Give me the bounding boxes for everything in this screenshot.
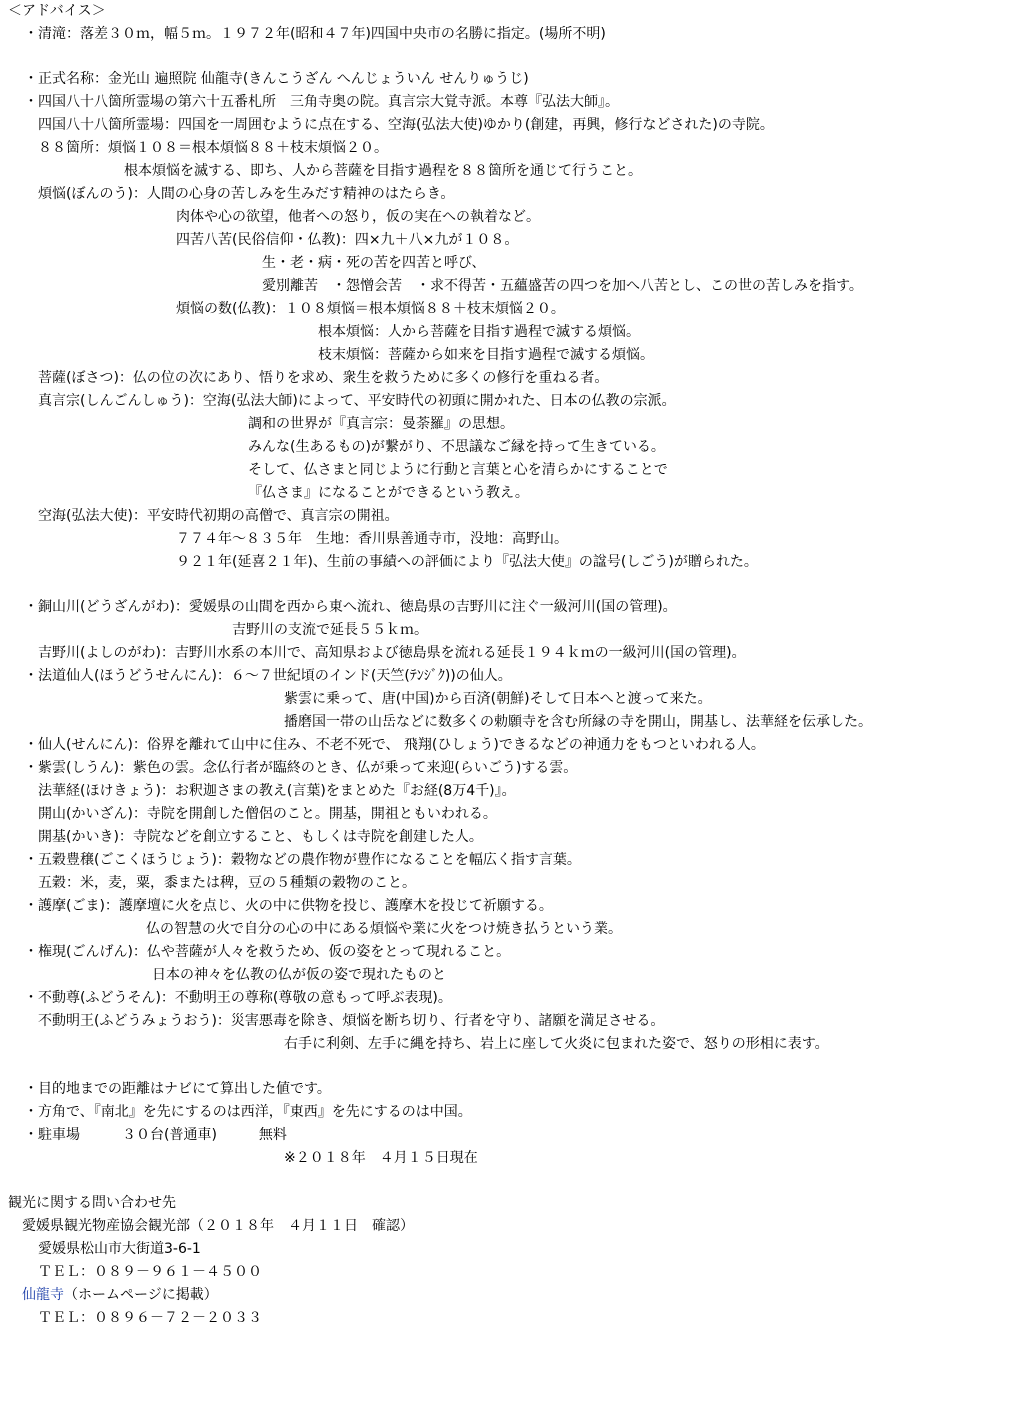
shiku-hakku: 四苦八苦(民俗信仰・仏教)：四×九＋八×九が１０８。 bbox=[176, 232, 519, 248]
reijo-definition: 四国八十八箇所霊場：四国を一周囲むように点在する、空海(弘法大使)ゆかり(創建，再興，修行などされた)の寺院。 bbox=[38, 117, 774, 133]
temple-homepage-note: （ホームページに掲載） bbox=[64, 1287, 218, 1303]
bosatsu-definition: 菩薩(ぼさつ)：仏の位の次にあり、悟りを求め、衆生を救うために多くの修行を重ねる者。 bbox=[38, 370, 609, 386]
shingon-definition: 真言宗(しんごんしゅう)：空海(弘法大師)によって、平安時代の初頭に開かれた、日本の仏教の宗派。 bbox=[38, 393, 676, 409]
shingon-line-4: そして、仏さまと同じように行動と言葉と心を清らかにすることで bbox=[248, 462, 668, 478]
kukai-title: ９２１年(延喜２１年)、生前の事績への評価により『弘法大使』の諡号(しごう)が贈られた。 bbox=[176, 554, 758, 570]
parking-note: ・駐車場 ３０台(普通車) 無料 bbox=[24, 1127, 287, 1143]
contact-address: 愛媛県松山市大街道3-6-1 bbox=[38, 1241, 201, 1257]
goma-detail: 仏の智慧の火で自分の心の中にある煩悩や業に火をつけ焼き払うという業。 bbox=[146, 921, 622, 937]
sennin-definition: ・仙人(せんにん)：俗界を離れて山中に住み、不老不死で、 飛翔(ひしょう)できるなどの神通力をもつといわれる人。 bbox=[24, 737, 765, 753]
contact-heading: 観光に関する問い合わせ先 bbox=[8, 1195, 176, 1211]
waterfall-note: ・清滝：落差３０ｍ，幅５ｍ。１９７２年(昭和４７年)四国中央市の名勝に指定。(場所不明) bbox=[24, 26, 606, 42]
bonno-definition: 煩悩(ぼんのう)：人間の心身の苦しみを生みだす精神のはたらき。 bbox=[38, 186, 455, 202]
shingon-line-2: 調和の世界が『真言宗：曼荼羅』の思想。 bbox=[248, 416, 514, 432]
yoshino-river: 吉野川(よしのがわ)：吉野川水系の本川で、高知県および徳島県を流れる延長１９４ｋｍの一級河川(国の管理)。 bbox=[38, 645, 746, 661]
bonno-detail: 肉体や心の欲望，他者への怒り，仮の実在への執着など。 bbox=[176, 209, 540, 225]
goma-definition: ・護摩(ごま)：護摩壇に火を点じ、火の中に供物を投じ、護摩木を投じて祈願する。 bbox=[24, 898, 553, 914]
advice-heading: ＜アドバイス＞ bbox=[8, 3, 106, 19]
contact-tel-1: ＴＥＬ：０８９－９６１－４５００ bbox=[38, 1264, 262, 1280]
temple-homepage-line bbox=[22, 1284, 218, 1306]
fudomyoo-definition: 不動明王(ふどうみょうおう)：災害悪毒を除き、煩悩を断ち切り、行者を守り、諸願を満足させる。 bbox=[38, 1013, 665, 1029]
distance-note: ・目的地までの距離はナビにて算出した値です。 bbox=[24, 1081, 331, 1097]
contact-organization: 愛媛県観光物産協会観光部（２０１８年 ４月１１日 確認） bbox=[22, 1218, 414, 1234]
fudoson-definition: ・不動尊(ふどうそん)：不動明王の尊称(尊敬の意もって呼ぶ表現)。 bbox=[24, 990, 452, 1006]
kaiki-definition: 開基(かいき)：寺院などを創立すること、もしくは寺院を創建した人。 bbox=[38, 829, 483, 845]
gokoku-definition: ・五穀豊穣(ごこくほうじょう)：穀物などの農作物が豊作になることを幅広く指す言葉。 bbox=[24, 852, 581, 868]
temple-ranking: ・四国八十八箇所霊場の第六十五番札所 三角寺奥の院。真言宗大覚寺派。本尊『弘法大師』。 bbox=[24, 94, 619, 110]
gongen-definition: ・権現(ごんげん)：仏や菩薩が人々を救うため、仮の姿をとって現れること。 bbox=[24, 944, 511, 960]
kasho-line-1: ８８箇所：煩悩１０８＝根本煩悩８８＋枝末煩悩２０。 bbox=[38, 140, 388, 156]
official-name: ・正式名称：金光山 遍照院 仙龍寺(きんこうざん へんじょういん せんりゅうじ) bbox=[24, 71, 529, 87]
kukai-definition: 空海(弘法大使)：平安時代初期の高僧で、真言宗の開祖。 bbox=[38, 508, 399, 524]
hakku-detail: 愛別離苦 ・怨憎会苦 ・求不得苦・五蘊盛苦の四つを加へ八苦とし、この世の苦しみを指す。 bbox=[262, 278, 863, 294]
hodo-sennin: ・法道仙人(ほうどうせんにん)：６～７世紀頃のインド(天竺(ﾃﾝｼﾞｸ))の仙人。 bbox=[24, 668, 512, 684]
hodo-line-2: 紫雲に乗って、唐(中国)から百済(朝鮮)そして日本へと渡って来た。 bbox=[284, 691, 712, 707]
as-of-date: ※２０１８年 ４月１５日現在 bbox=[284, 1150, 478, 1166]
shingon-line-3: みんな(生あるもの)が繋がり、不思議なご縁を持って生きている。 bbox=[248, 439, 665, 455]
bonno-count: 煩悩の数(仏教)：１０８煩悩＝根本煩悩８８＋枝末煩悩２０。 bbox=[176, 301, 565, 317]
konpon-bonno: 根本煩悩：人から菩薩を目指す過程で滅する煩悩。 bbox=[318, 324, 640, 340]
kaizan-definition: 開山(かいざん)：寺院を開創した僧侶のこと。開基，開祖ともいわれる。 bbox=[38, 806, 497, 822]
shimatsu-bonno: 枝末煩悩：菩薩から如来を目指す過程で滅する煩悩。 bbox=[318, 347, 654, 363]
dozan-river: ・銅山川(どうざんがわ)：愛媛県の山間を西から東へ流れ、徳島県の吉野川に注ぐ一級河川(国の管理)。 bbox=[24, 599, 677, 615]
fudomyoo-detail: 右手に利剣、左手に縄を持ち、岩上に座して火炎に包まれた姿で、怒りの形相に表す。 bbox=[284, 1036, 829, 1052]
kasho-line-2: 根本煩悩を滅する、即ち、人から菩薩を目指す過程を８８箇所を通じて行うこと。 bbox=[124, 163, 642, 179]
hodo-line-3: 播磨国一帯の山岳などに数多くの勅願寺を含む所縁の寺を開山，開基し、法華経を伝承した。 bbox=[284, 714, 872, 730]
gokoku-detail: 五穀：米，麦，粟，黍または稗，豆の５種類の穀物のこと。 bbox=[38, 875, 416, 891]
shingon-line-5: 『仏さま』になることができるという教え。 bbox=[248, 485, 529, 501]
kukai-dates: ７７４年～８３５年 生地：香川県善通寺市，没地：高野山。 bbox=[176, 531, 568, 547]
direction-note: ・方角で、『南北』を先にするのは西洋，『東西』を先にするのは中国。 bbox=[24, 1104, 472, 1120]
shiun-definition: ・紫雲(しうん)：紫色の雲。念仏行者が臨終のとき、仏が乗って来迎(らいごう)する雲。 bbox=[24, 760, 578, 776]
dozan-river-length: 吉野川の支流で延長５５ｋｍ。 bbox=[232, 622, 428, 638]
contact-tel-2: ＴＥＬ：０８９６－７２－２０３３ bbox=[38, 1310, 262, 1326]
gongen-detail: 日本の神々を仏教の仏が仮の姿で現れたものと bbox=[152, 967, 446, 983]
hokekyo-definition: 法華経(ほけきょう)：お釈迦さまの教え(言葉)をまとめた『お経(8万4千)』。 bbox=[38, 783, 516, 799]
temple-homepage-link[interactable]: 仙龍寺 bbox=[22, 1287, 64, 1303]
shiku-detail: 生・老・病・死の苦を四苦と呼び、 bbox=[262, 255, 486, 271]
